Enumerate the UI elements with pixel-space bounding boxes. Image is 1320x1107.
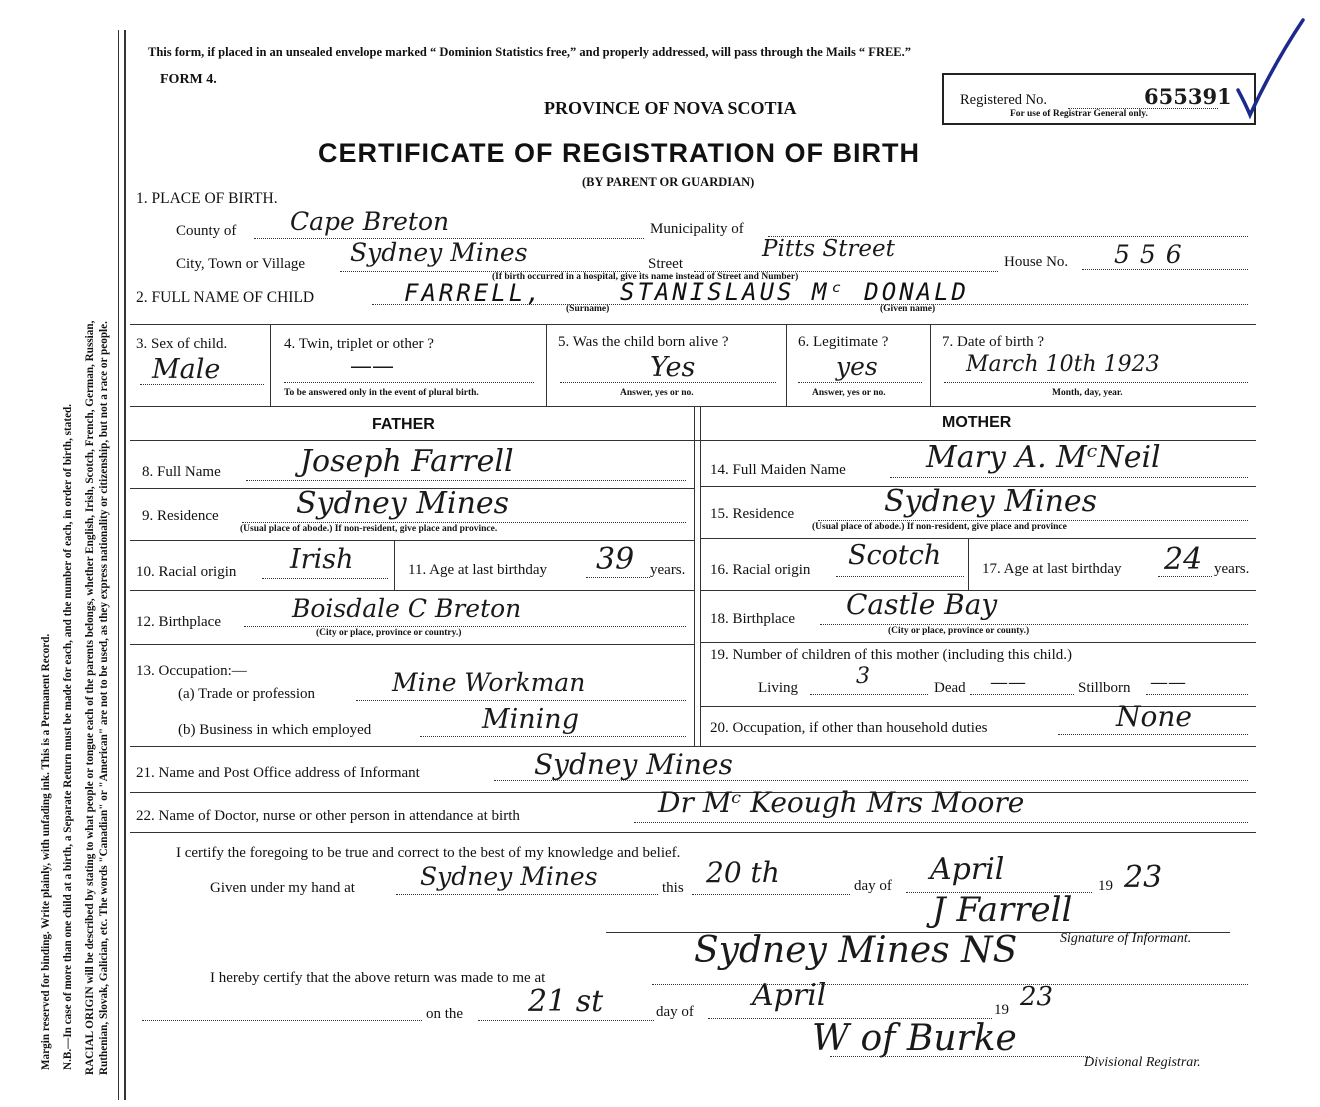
alive-label: 5. Was the child born alive ? xyxy=(558,334,729,350)
given-year-value: 23 xyxy=(1124,860,1163,895)
child-given-name: STANISLAUS Mᶜ DONALD xyxy=(620,278,969,306)
father-occupation-label: 13. Occupation:— xyxy=(136,663,247,679)
certificate-title: CERTIFICATE OF REGISTRATION OF BIRTH xyxy=(318,138,920,168)
informant-signature: J Farrell xyxy=(932,890,1073,930)
mother-birthplace-dots xyxy=(820,624,1248,625)
mother-name-label: 14. Full Maiden Name xyxy=(710,462,846,478)
mother-name-value: Mary A. MᶜNeil xyxy=(926,440,1161,475)
county-value: Cape Breton xyxy=(290,207,450,236)
center-rule-right xyxy=(700,406,701,746)
twin-note: To be answered only in the event of plural birth. xyxy=(284,388,479,398)
legit-note: Answer, yes or no. xyxy=(812,388,886,398)
father-trade-value: Mine Workman xyxy=(392,668,586,697)
father-residence-note: (Usual place of abode.) If non-resident, give place and province. xyxy=(240,524,498,534)
mother-birthplace-note: (City or place, province or county.) xyxy=(888,626,1030,636)
given-day-dots xyxy=(692,894,850,895)
row-rule-top xyxy=(130,324,1256,325)
alive-value: Yes xyxy=(650,352,696,383)
mother-stillborn-value: —— xyxy=(1150,672,1186,693)
day-of-label: day of xyxy=(854,878,892,894)
mother-row-rule-2 xyxy=(700,538,1256,539)
father-age-value: 39 xyxy=(596,542,635,577)
mother-age-unit: years. xyxy=(1214,561,1250,577)
mother-age-value: 24 xyxy=(1164,542,1203,577)
city-label: City, Town or Village xyxy=(176,256,306,272)
given-label: Given under my hand at xyxy=(210,880,355,896)
mother-residence-label: 15. Residence xyxy=(710,506,795,522)
year-prefix: 19 xyxy=(1098,878,1113,894)
mail-notice: This form, if placed in an unsealed envelope marked “ Dominion Statistics free,” and properly addressed, will pass through the Mails “ FREE.” xyxy=(148,45,912,59)
father-name-dots xyxy=(246,480,686,481)
row-rule-bottom xyxy=(130,406,1256,407)
municipality-label: Municipality of xyxy=(650,221,744,237)
mother-dead-dots xyxy=(970,694,1074,695)
twin-value: —— xyxy=(350,354,394,379)
return-month-value: April xyxy=(752,978,827,1013)
col-rule-6 xyxy=(930,324,931,406)
father-row-rule-3 xyxy=(130,590,694,591)
street-value: Pitts Street xyxy=(762,236,895,262)
legit-dots xyxy=(798,382,922,383)
father-trade-label: (a) Trade or profession xyxy=(178,686,316,702)
father-business-dots xyxy=(420,736,686,737)
return-year-value: 23 xyxy=(1020,982,1054,1012)
father-business-label: (b) Business in which employed xyxy=(178,722,372,738)
registered-box xyxy=(942,73,1256,125)
given-caption: (Given name) xyxy=(880,304,936,314)
registered-label: Registered No. xyxy=(960,92,1047,108)
alive-dots xyxy=(560,382,776,383)
twin-dots xyxy=(284,382,534,383)
sex-dots xyxy=(140,384,264,385)
registrar-signature-dots xyxy=(830,1056,1090,1057)
twin-label: 4. Twin, triplet or other ? xyxy=(284,336,434,352)
father-birthplace-note: (City or place, province or country.) xyxy=(316,628,462,638)
check-mark-icon xyxy=(1228,15,1308,125)
mother-residence-value: Sydney Mines xyxy=(884,484,1098,519)
hospital-note: (If birth occurred in a hospital, give its name instead of Street and Number) xyxy=(492,272,799,282)
given-day-value: 20 th xyxy=(706,856,780,889)
street-label: Street xyxy=(648,256,683,272)
mother-stillborn-label: Stillborn xyxy=(1078,680,1131,696)
mother-race-label: 16. Racial origin xyxy=(710,562,811,578)
father-business-value: Mining xyxy=(482,704,579,735)
mother-race-dots xyxy=(836,576,964,577)
father-birthplace-value: Boisdale C Breton xyxy=(292,594,522,623)
mother-race-divider xyxy=(968,538,969,590)
father-age-unit: years. xyxy=(650,562,686,578)
mother-race-value: Scotch xyxy=(848,540,942,571)
informant-signature-label: Signature of Informant. xyxy=(1060,931,1192,946)
father-name-label: 8. Full Name xyxy=(142,464,221,480)
mother-occupation-label: 20. Occupation, if other than household duties xyxy=(710,720,988,736)
given-place-value: Sydney Mines xyxy=(420,862,598,891)
return-day-of-label: day of xyxy=(656,1004,694,1020)
father-row-rule-2 xyxy=(130,540,694,541)
mother-row-rule-4 xyxy=(700,642,1256,643)
mother-occupation-value: None xyxy=(1116,700,1192,733)
doctor-label: 22. Name of Doctor, nurse or other person in attendance at birth xyxy=(136,808,520,824)
registrar-signature: W of Burke xyxy=(812,1018,1017,1059)
province-heading: PROVINCE OF NOVA SCOTIA xyxy=(544,98,797,118)
mother-birthplace-value: Castle Bay xyxy=(846,588,998,621)
alive-note: Answer, yes or no. xyxy=(620,388,694,398)
return-text: I hereby certify that the above return was made to me at xyxy=(210,970,546,986)
sex-label: 3. Sex of child. xyxy=(136,336,228,352)
county-label: County of xyxy=(176,223,237,239)
legit-value: yes xyxy=(836,352,878,381)
father-race-dots xyxy=(262,578,388,579)
father-race-label: 10. Racial origin xyxy=(136,564,237,580)
informant-value: Sydney Mines xyxy=(534,748,733,781)
mother-age-label: 17. Age at last birthday xyxy=(982,561,1122,577)
parents-bottom-rule xyxy=(130,746,1256,747)
house-label: House No. xyxy=(1004,254,1069,270)
mother-children-label: 19. Number of children of this mother (including this child.) xyxy=(710,647,1073,663)
mother-stillborn-dots xyxy=(1146,694,1248,695)
informant-label: 21. Name and Post Office address of Informant xyxy=(136,765,420,781)
dob-dots xyxy=(944,382,1248,383)
doctor-value: Dr Mᶜ Keough Mrs Moore xyxy=(658,786,1025,819)
mother-residence-note: (Usual place of abode.) If non-resident, give place and province xyxy=(812,522,1067,532)
mother-name-dots xyxy=(890,477,1248,478)
margin-note-racial-origin: RACIAL ORIGIN will be described by stating to what people or tongue each of the parents belongs, whether English, Irish, Scotch, French, German, Russian, xyxy=(84,320,96,1075)
mother-occupation-dots xyxy=(1058,734,1248,735)
child-surname: FARRELL, xyxy=(404,279,544,307)
doctor-dots xyxy=(634,822,1248,823)
city-value: Sydney Mines xyxy=(350,238,528,267)
dob-value: March 10th 1923 xyxy=(966,352,1160,377)
certify-text: I certify the foregoing to be true and correct to the best of my knowledge and belief. xyxy=(176,845,681,861)
dob-label: 7. Date of birth ? xyxy=(942,334,1045,350)
form-number: FORM 4. xyxy=(160,72,217,87)
surname-caption: (Surname) xyxy=(566,304,610,314)
col-rule-4 xyxy=(546,324,547,406)
father-trade-dots xyxy=(356,700,686,701)
registrar-label: Divisional Registrar. xyxy=(1084,1055,1201,1070)
certificate-subtitle: (BY PARENT OR GUARDIAN) xyxy=(582,175,755,189)
mother-heading: MOTHER xyxy=(942,414,1012,431)
registrar-note: For use of Registrar General only. xyxy=(1010,109,1148,119)
mother-residence-dots xyxy=(818,520,1248,521)
father-residence-label: 9. Residence xyxy=(142,508,219,524)
child-name-label: 2. FULL NAME OF CHILD xyxy=(136,289,315,306)
doctor-rule xyxy=(130,832,1256,833)
registered-number: 655391 xyxy=(1144,84,1232,109)
given-month-value: April xyxy=(930,852,1005,887)
margin-note-racial-origin-cont: Ruthenian, Slovak, Galician, etc. The words "Canadian" or "American" are not to be used, as they express nationality or citizenship, but not a race or people. xyxy=(98,321,110,1075)
col-rule-5 xyxy=(786,324,787,406)
place-of-birth-heading: 1. PLACE OF BIRTH. xyxy=(136,190,278,207)
sex-value: Male xyxy=(152,354,221,385)
mother-living-value: 3 xyxy=(856,664,870,689)
margin-note-nb: N.B.—In case of more than one child at a birth, a Separate Return must be made for each, and the number of each, in order of birth, stated. xyxy=(62,403,74,1070)
dob-note: Month, day, year. xyxy=(1052,388,1123,398)
mother-dead-value: —— xyxy=(990,672,1026,693)
this-label: this xyxy=(662,880,684,896)
father-birthplace-dots xyxy=(244,626,686,627)
given-place-dots xyxy=(396,894,658,895)
father-residence-value: Sydney Mines xyxy=(296,486,510,521)
father-heading: FATHER xyxy=(372,416,435,433)
col-rule-3 xyxy=(270,324,271,406)
return-day-value: 21 st xyxy=(528,984,604,1019)
father-race-value: Irish xyxy=(290,544,354,575)
father-residence-dots xyxy=(242,522,686,523)
mother-birthplace-label: 18. Birthplace xyxy=(710,611,795,627)
on-the-label: on the xyxy=(426,1006,464,1022)
house-dots xyxy=(1082,269,1248,270)
mother-living-dots xyxy=(810,694,928,695)
margin-note-binding: Margin reserved for binding. Write plainly, with unfading ink. This is a Permanent Record. xyxy=(40,633,52,1070)
father-race-divider xyxy=(394,540,395,590)
center-rule-left xyxy=(694,406,695,746)
mother-living-label: Living xyxy=(758,680,798,696)
mother-dead-label: Dead xyxy=(934,680,966,696)
margin-rule-inner xyxy=(124,30,126,1100)
return-year-prefix: 19 xyxy=(994,1002,1009,1018)
father-age-label: 11. Age at last birthday xyxy=(408,562,547,578)
margin-rule-outer xyxy=(118,30,119,1100)
house-value: 556 xyxy=(1114,240,1192,269)
father-name-value: Joseph Farrell xyxy=(300,444,514,479)
father-birthplace-label: 12. Birthplace xyxy=(136,614,221,630)
return-place-dots xyxy=(652,984,1248,985)
father-age-dots xyxy=(586,577,650,578)
return-day-dots xyxy=(478,1020,654,1021)
return-place-value: Sydney Mines NS xyxy=(694,930,1018,971)
father-row-rule-4 xyxy=(130,644,694,645)
legit-label: 6. Legitimate ? xyxy=(798,334,889,350)
on-the-leading-dots xyxy=(142,1020,422,1021)
